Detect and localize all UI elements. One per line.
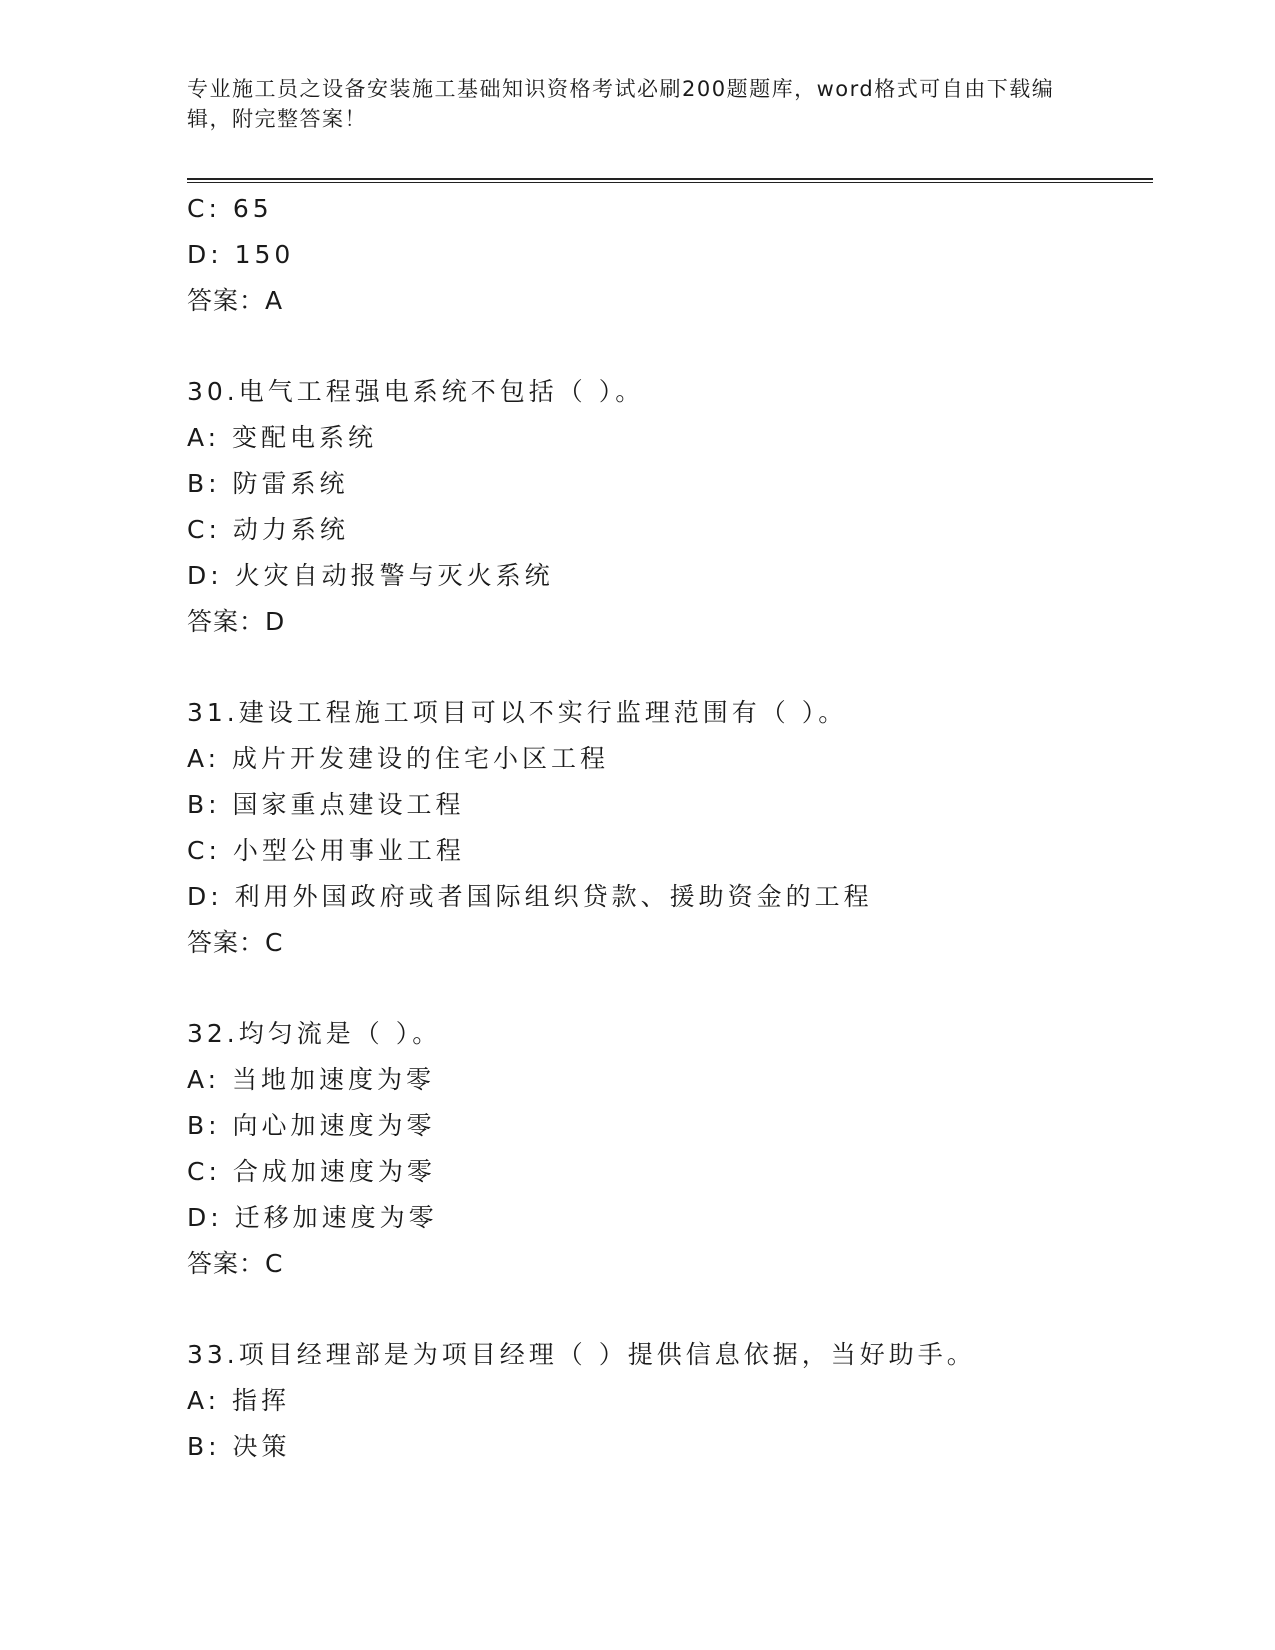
question-30 bbox=[187, 369, 1153, 645]
option-c: C: 65 bbox=[187, 194, 273, 223]
answer-line: 答案：C bbox=[187, 928, 284, 957]
option-d: D: 迁移加速度为零 bbox=[187, 1203, 438, 1232]
option-c: C: 动力系统 bbox=[187, 515, 349, 544]
answer-line: 答案：A bbox=[187, 286, 284, 315]
option-b: B: 防雷系统 bbox=[187, 469, 349, 498]
option-b: B: 国家重点建设工程 bbox=[187, 790, 465, 819]
option-b: B: 决策 bbox=[187, 1432, 291, 1461]
answer-line: 答案：C bbox=[187, 1249, 284, 1278]
option-a: A: 指挥 bbox=[187, 1386, 291, 1415]
question-29-partial bbox=[187, 186, 1153, 324]
question-stem: 31.建设工程施工项目可以不实行监理范围有（ ）。 bbox=[187, 698, 848, 727]
question-stem: 30.电气工程强电系统不包括（ ）。 bbox=[187, 377, 645, 406]
question-31 bbox=[187, 690, 1153, 966]
option-a: A: 成片开发建设的住宅小区工程 bbox=[187, 744, 610, 773]
question-33 bbox=[187, 1332, 1153, 1470]
question-gap bbox=[187, 645, 1153, 690]
option-a: A: 当地加速度为零 bbox=[187, 1065, 436, 1094]
option-c: C: 小型公用事业工程 bbox=[187, 836, 465, 865]
option-d: D: 利用外国政府或者国际组织贷款、援助资金的工程 bbox=[187, 882, 873, 911]
option-c: C: 合成加速度为零 bbox=[187, 1157, 436, 1186]
question-stem: 33.项目经理部是为项目经理（ ）提供信息依据，当好助手。 bbox=[187, 1340, 976, 1369]
question-gap bbox=[187, 324, 1153, 369]
header-divider bbox=[187, 178, 1153, 183]
option-d: D: 火灾自动报警与灭火系统 bbox=[187, 561, 554, 590]
question-list bbox=[187, 186, 1153, 1470]
question-gap bbox=[187, 1287, 1153, 1332]
option-d: D: 150 bbox=[187, 240, 295, 269]
option-b: B: 向心加速度为零 bbox=[187, 1111, 436, 1140]
document-header-title: 专业施工员之设备安装施工基础知识资格考试必刷200题题库，word格式可自由下载编辑，附完整答案！ bbox=[187, 77, 1055, 131]
question-stem: 32.均匀流是（ ）。 bbox=[187, 1019, 442, 1048]
option-a: A: 变配电系统 bbox=[187, 423, 378, 452]
question-32 bbox=[187, 1011, 1153, 1287]
question-gap bbox=[187, 966, 1153, 1011]
answer-line: 答案：D bbox=[187, 607, 286, 636]
